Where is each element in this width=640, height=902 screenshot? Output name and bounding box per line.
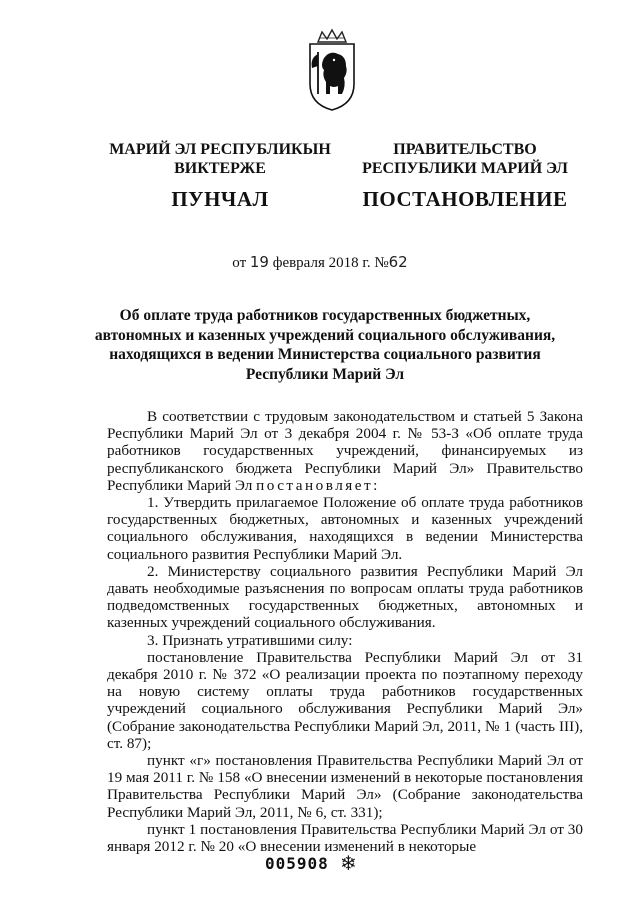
header-left-line2: ВИКТЕРЖЕ <box>174 160 266 177</box>
preamble-text: В соответствии с трудовым законодательством и статьей 5 Закона Республики Марий Эл от 3 декабря 2004 г. № 53-З «Об оплате труда работников государственных учреждений, финансируемых из республиканского бюджета Республики Марий Эл» Правительство Республики Марий Эл <box>107 408 583 494</box>
body-paragraph-repeal-1: постановление Правительства Республики Марий Эл от 31 декабря 2010 г. № 372 «О реализации проекта по поэтапному переходу на новую систему оплаты труда работников государственных учреждений социального обслуживания Республики Марий Эл» (Собрание законодательства Республики Марий Эл, 2011, № 1 (часть III), ст. 87); <box>107 648 583 752</box>
header-left-doc-type: ПУНЧАЛ <box>171 187 269 211</box>
body-paragraph-preamble <box>107 408 583 494</box>
title-line: Об оплате труда работников государственных бюджетных, <box>119 307 531 324</box>
header-right-line2: РЕСПУБЛИКИ МАРИЙ ЭЛ <box>362 160 568 177</box>
header-right-line1: ПРАВИТЕЛЬСТВО <box>393 141 537 158</box>
serial-number: 005908 <box>265 854 329 873</box>
header-left-block <box>100 140 340 209</box>
coat-of-arms-bear-icon <box>300 28 364 112</box>
date-day: 19 <box>249 253 269 271</box>
date-prefix: от <box>232 255 247 271</box>
document-title <box>80 306 570 384</box>
title-line: находящихся в ведении Министерства социального развития <box>109 346 541 363</box>
title-line: автономных и казенных учреждений социального обслуживания, <box>94 326 556 344</box>
body-paragraph-item-1: 1. Утвердить прилагаемое Положение об оплате труда работников государственных бюджетных, автономных и казенных учреждений социального обслуживания, находящихся в ведении Министерства социального развития Республики Марий Эл. <box>107 494 583 563</box>
body-paragraph-repeal-3: пункт 1 постановления Правительства Республики Марий Эл от 30 января 2012 г. № 20 «О внесении изменений в некоторые <box>107 820 583 856</box>
date-line <box>0 253 640 272</box>
body-paragraph-item-3: 3. Признать утратившими силу: <box>147 631 353 649</box>
document-number: 62 <box>388 253 408 271</box>
title-line: Республики Марий Эл <box>245 365 405 383</box>
snowflake-mark-icon: ❄ <box>340 851 357 875</box>
body-paragraph-repeal-2: пункт «г» постановления Правительства Республики Марий Эл от 19 мая 2011 г. № 158 «О внесении изменений в некоторые постановления Правительства Республики Марий Эл» (Собрание законодательства Республики Марий Эл, 2011, № 6, ст. 331); <box>107 752 583 821</box>
date-month-year: февраля 2018 г. № <box>272 255 389 271</box>
header-left-line1: МАРИЙ ЭЛ РЕСПУБЛИКЫН <box>109 141 331 158</box>
document-body <box>107 408 583 855</box>
decree-word: постановляет: <box>256 476 380 494</box>
header-right-block <box>345 140 585 209</box>
header-right-doc-type: ПОСТАНОВЛЕНИЕ <box>362 187 568 211</box>
body-paragraph-item-2: 2. Министерству социального развития Республики Марий Эл давать необходимые разъяснения по вопросам оплаты труда работников подведомственных государственных бюджетных, автономных и казенных учреждений социального обслуживания. <box>107 562 583 632</box>
